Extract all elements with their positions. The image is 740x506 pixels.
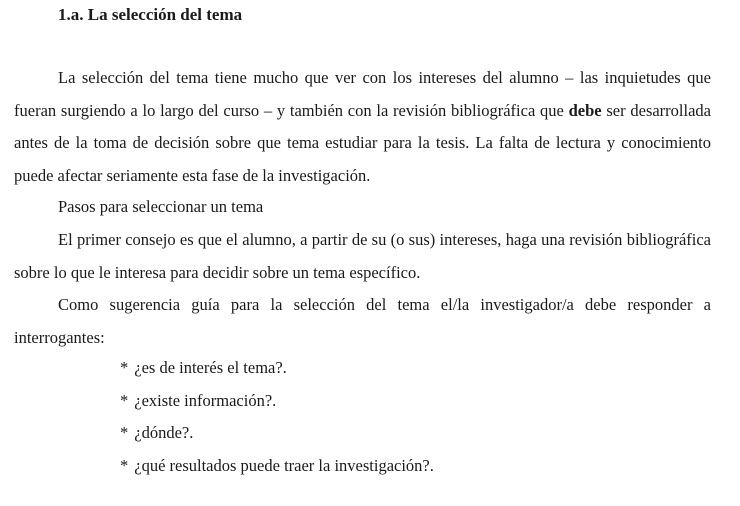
list-item-text: ¿es de interés el tema?. [134,358,287,377]
paragraph-text: Como sugerencia guía para la selección del tema el/la investigador/a debe responder a interrogantes: [14,295,711,347]
section-heading: 1.a. La selección del tema [58,5,243,24]
bullet-marker: * [120,358,129,377]
bullet-marker: * [120,423,129,442]
paragraph-text: La selección del tema tiene mucho que ver con los intereses del alumno – las inquietudes que fueran surgiendo a lo largo del curso – y también con la revisión bibliográfica que [14,68,711,120]
list-item-text: ¿dónde?. [134,423,194,442]
paragraph-first-advice [14,224,711,289]
paragraph-text: ser desarrollada antes de la toma de decisión sobre que tema estudiar para la tesis. La falta de lectura y conocimiento puede afectar seriamente esta fase de la investigación. [14,100,711,185]
list-item [120,417,434,450]
list-item [120,450,434,483]
paragraph-steps-title: Pasos para seleccionar un tema [58,197,264,216]
list-item-text: ¿qué resultados puede traer la investigación?. [134,455,434,475]
paragraph-text: El primer consejo es que el alumno, a partir de su (o sus) intereses, haga una revisión bibliográfica sobre lo que le interesa para decidir sobre un tema específico. [14,230,711,282]
paragraph-topic-selection [14,62,711,192]
bullet-marker: * [120,390,129,410]
list-item [120,385,434,418]
paragraph-suggestion [14,289,711,354]
questions-list [120,352,434,482]
list-item-text: ¿existe información?. [134,390,277,410]
list-item [120,352,434,385]
emphasis-word: debe [568,100,602,120]
bullet-marker: * [120,455,129,475]
